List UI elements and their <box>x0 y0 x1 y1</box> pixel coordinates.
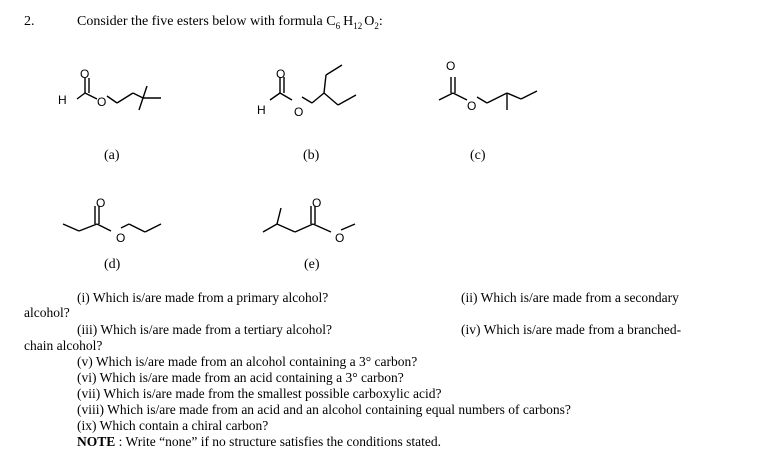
item-ii: (ii) Which is/are made from a secondary <box>461 290 679 305</box>
structure-e <box>255 190 395 265</box>
structure-b-carbonyl-oxygen: O <box>276 67 286 81</box>
structure-b-label: (b) <box>303 148 320 163</box>
item-v: (v) Which is/are made from an alcohol containing a 3° carbon? <box>77 354 418 369</box>
structure-a-label: (a) <box>104 148 120 163</box>
structure-e-carbonyl-oxygen: O <box>312 196 322 210</box>
item-ii-continued: alcohol? <box>24 305 70 320</box>
formula-o: O <box>364 14 375 29</box>
formula-h: H <box>343 14 354 29</box>
note-text: : Write “none” if no structure satisfies the conditions stated. <box>115 434 442 449</box>
formula-colon: : <box>378 14 383 29</box>
note-label: NOTE <box>77 434 116 449</box>
item-viii: (viii) Which is/are made from an acid and an alcohol containing equal numbers of carbons? <box>77 402 571 417</box>
item-vi: (vi) Which is/are made from an acid containing a 3° carbon? <box>77 370 404 385</box>
formula-subscript-o: 2 <box>374 20 379 31</box>
formula-subscript-h: 12 <box>353 20 363 31</box>
structure-d-carbonyl-oxygen: O <box>96 196 106 210</box>
item-ix: (ix) Which contain a chiral carbon? <box>77 418 269 433</box>
formula-subscript-c: 6 <box>335 20 341 31</box>
structure-a-ester-oxygen: O <box>97 95 107 109</box>
structure-a <box>55 58 195 128</box>
structure-a-carbonyl-oxygen: O <box>80 67 90 81</box>
item-i: (i) Which is/are made from a primary alcohol? <box>77 290 329 305</box>
structure-c-carbonyl-oxygen: O <box>446 59 456 73</box>
structure-b-ester-oxygen: O <box>294 105 304 119</box>
structure-d-label: (d) <box>104 257 121 272</box>
intro-text: Consider the five esters below with formula C <box>77 14 336 29</box>
question-intro <box>77 14 383 34</box>
item-vii: (vii) Which is/are made from the smallest possible carboxylic acid? <box>77 386 442 401</box>
structure-c-label: (c) <box>470 148 486 163</box>
item-iv-continued: chain alcohol? <box>24 338 103 353</box>
structure-b-hydrogen: H <box>257 103 266 117</box>
structure-b <box>250 55 400 130</box>
structure-c-ester-oxygen: O <box>467 99 477 113</box>
structure-e-label: (e) <box>304 257 320 272</box>
structure-d-ester-oxygen: O <box>116 231 126 245</box>
note <box>77 434 441 450</box>
structure-d <box>55 190 195 265</box>
question-number: 2. <box>24 14 35 29</box>
item-iii: (iii) Which is/are made from a tertiary alcohol? <box>77 322 333 337</box>
structure-a-hydrogen: H <box>58 93 67 107</box>
structure-e-ester-oxygen: O <box>335 231 345 245</box>
item-iv: (iv) Which is/are made from a branched- <box>461 322 682 337</box>
